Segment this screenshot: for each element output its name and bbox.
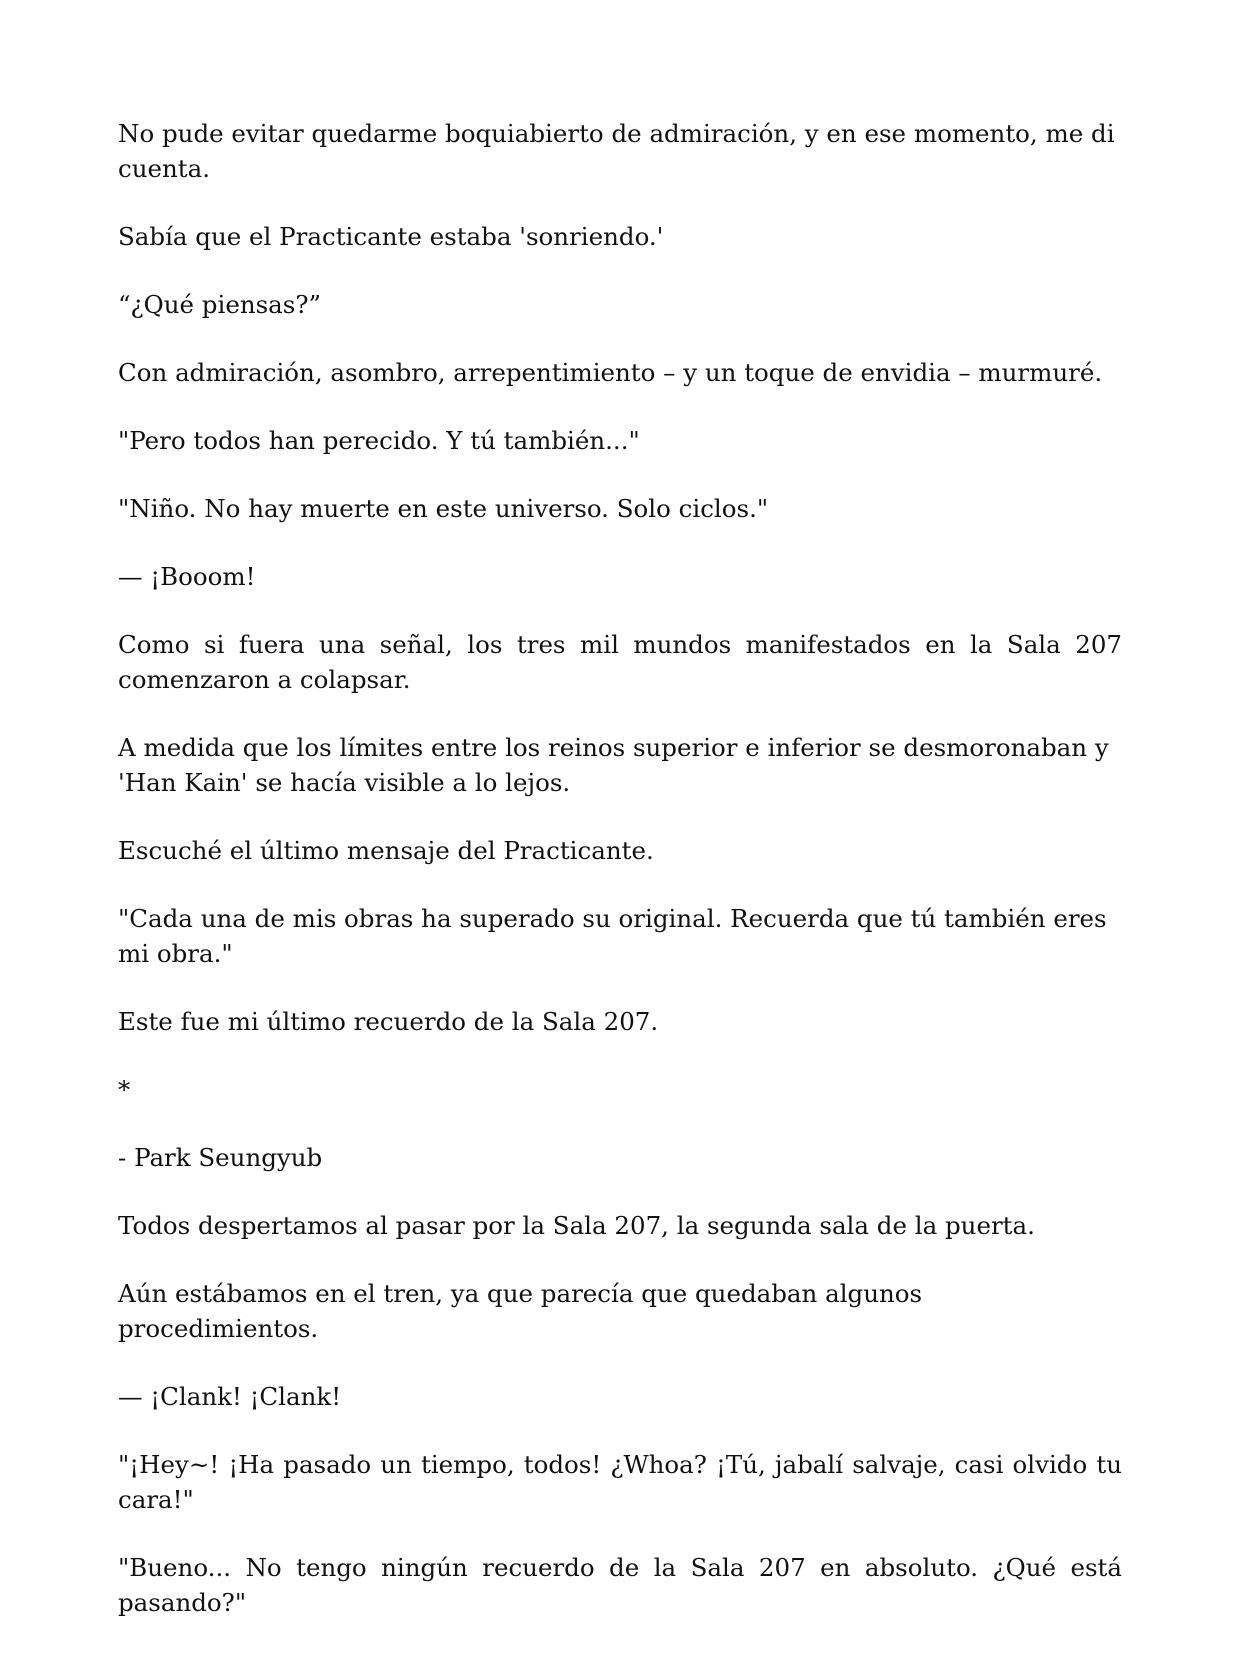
paragraph-last-message: Escuché el último mensaje del Practicante. <box>118 836 654 865</box>
paragraph-still-on-train: Aún estábamos en el tren, ya que parecía que quedaban algunos procedimientos. <box>118 1279 923 1343</box>
paragraph-woke-up: Todos despertamos al pasar por la Sala 207, la segunda sala de la puerta. <box>118 1211 1035 1240</box>
paragraph-murmured: Con admiración, asombro, arrepentimiento – y un toque de envidia – murmuré. <box>118 358 1103 387</box>
dialogue-no-memory: "Bueno... No tengo ningún recuerdo de la Sala 207 en absoluto. ¿Qué está pasando?" <box>118 1553 1122 1617</box>
scene-break: * <box>118 1075 131 1104</box>
sound-effect-boom: — ¡Booom! <box>118 562 256 591</box>
sound-effect-clank: — ¡Clank! ¡Clank! <box>118 1382 342 1411</box>
paragraph-last-memory: Este fue mi último recuerdo de la Sala 207. <box>118 1007 659 1036</box>
dialogue-you-are-my-work: "Cada una de mis obras ha superado su original. Recuerda que tú también eres mi obra." <box>118 904 1107 968</box>
pov-header: - Park Seungyub <box>118 1143 323 1172</box>
dialogue-no-death: "Niño. No hay muerte en este universo. Solo ciclos." <box>118 494 769 523</box>
dialogue-what-do-you-think: “¿Qué piensas?” <box>118 290 322 319</box>
document-page <box>118 116 1122 1653</box>
dialogue-all-perished: "Pero todos han perecido. Y tú también..." <box>118 426 640 455</box>
paragraph-realization: No pude evitar quedarme boquiabierto de admiración, y en ese momento, me di cuenta. <box>118 119 1115 183</box>
paragraph-han-kain-visible: A medida que los límites entre los reinos superior e inferior se desmoronaban y 'Han Kain' se hacía visible a lo lejos. <box>118 733 1109 797</box>
paragraph-practitioner-smiling: Sabía que el Practicante estaba 'sonriendo.' <box>118 222 664 251</box>
paragraph-worlds-collapse: Como si fuera una señal, los tres mil mundos manifestados en la Sala 207 comenzaron a colapsar. <box>118 630 1122 694</box>
dialogue-hey-everyone: "¡Hey~! ¡Ha pasado un tiempo, todos! ¿Whoa? ¡Tú, jabalí salvaje, casi olvido tu cara!" <box>118 1450 1122 1514</box>
